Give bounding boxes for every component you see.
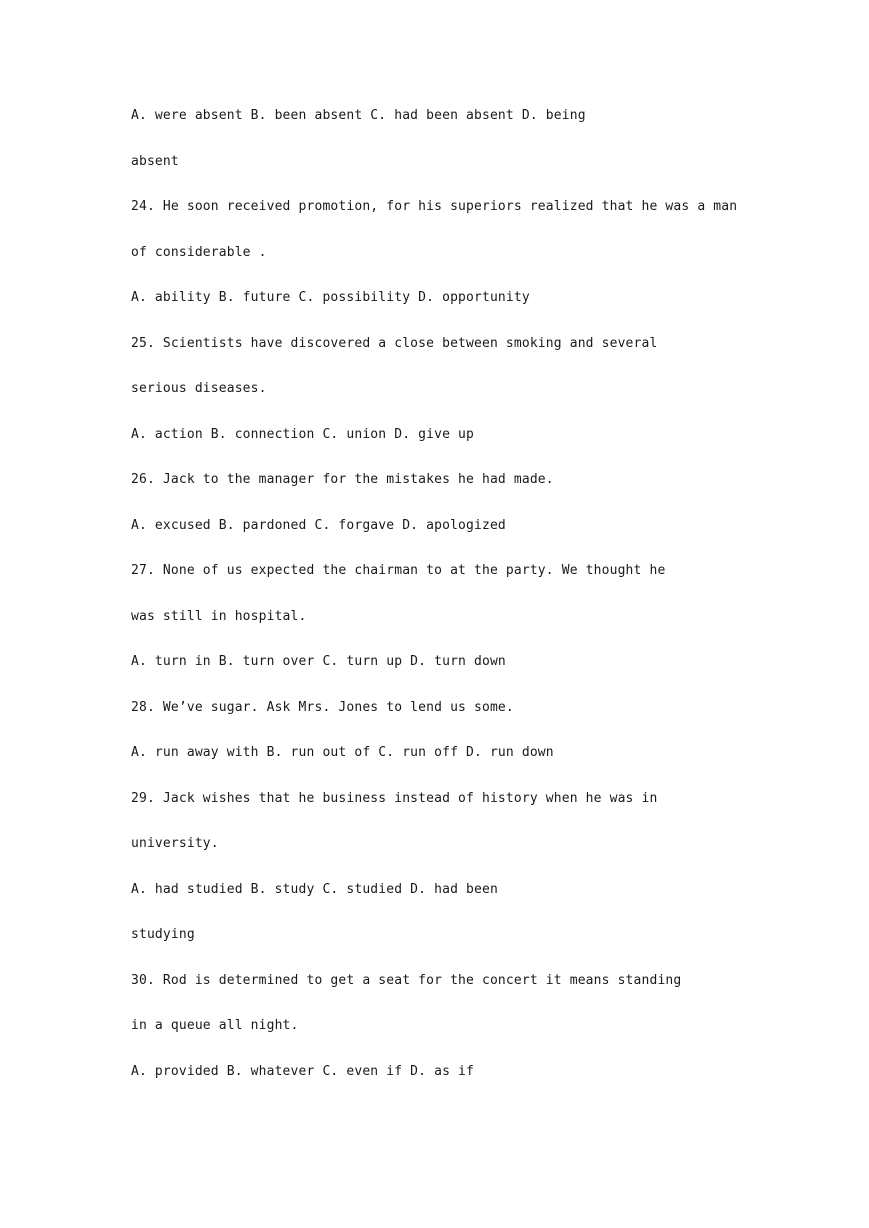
text-line: A. turn in B. turn over C. turn up D. turn down [131, 654, 506, 669]
text-line: 26. Jack to the manager for the mistakes he had made. [131, 472, 554, 487]
text-line: of considerable . [131, 244, 267, 260]
document-body [131, 107, 737, 1108]
text-line: university. [131, 836, 219, 851]
text-line: serious diseases. [131, 381, 267, 396]
text-line: absent [131, 153, 179, 169]
text-line: 30. Rod is determined to get a seat for the concert it means standing [131, 972, 682, 988]
text-line: A. had studied B. study C. studied D. had been [131, 881, 498, 897]
text-line: 25. Scientists have discovered a close between smoking and several [131, 335, 658, 351]
text-line: in a queue all night. [131, 1018, 299, 1033]
text-line: A. were absent B. been absent C. had been absent D. being [131, 108, 586, 123]
text-line: 27. None of us expected the chairman to at the party. We thought he [131, 563, 666, 578]
text-line: 28. We’ve sugar. Ask Mrs. Jones to lend us some. [131, 699, 514, 715]
text-line: 24. He soon received promotion, for his superiors realized that he was a man [131, 199, 738, 214]
text-line: A. ability B. future C. possibility D. opportunity [131, 290, 530, 305]
text-line: A. provided B. whatever C. even if D. as if [131, 1063, 474, 1079]
text-line: 29. Jack wishes that he business instead of history when he was in [131, 790, 658, 806]
text-line: A. action B. connection C. union D. give up [131, 426, 474, 442]
text-line: A. run away with B. run out of C. run off D. run down [131, 745, 554, 760]
text-line: A. excused B. pardoned C. forgave D. apologized [131, 517, 506, 533]
text-line: studying [131, 927, 195, 942]
text-line: was still in hospital. [131, 608, 307, 624]
